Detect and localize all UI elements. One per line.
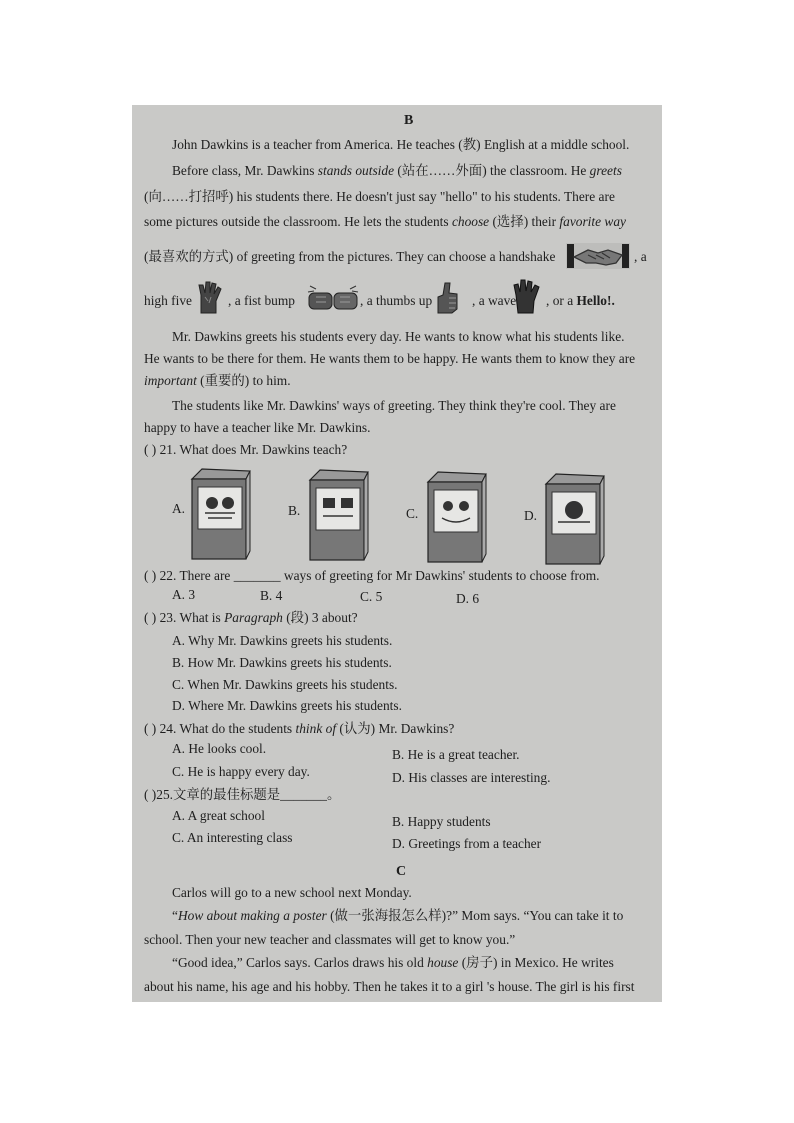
q24-option-d: D. His classes are interesting. <box>392 770 551 785</box>
q22-option-a: A. 3 <box>172 587 196 602</box>
book-d-icon <box>542 470 608 566</box>
q25-option-b: B. Happy students <box>392 814 491 829</box>
paragraph-2-line-3: some pictures outside the classroom. He lets the students choose (选择) their favorite way <box>144 214 626 229</box>
fist-bump-icon <box>306 283 360 313</box>
section-c-line-4: “Good idea,” Carlos says. Carlos draws his old house (房子) in Mexico. He writes <box>172 955 614 970</box>
q25-option-d: D. Greetings from a teacher <box>392 836 542 851</box>
fist-bump-label: , a fist bump <box>228 293 295 308</box>
scanned-page <box>132 105 662 1002</box>
q24-option-b: B. He is a great teacher. <box>392 747 520 762</box>
paragraph-4-line-2: happy to have a teacher like Mr. Dawkins. <box>144 420 371 435</box>
thumbs-up-label: , a thumbs up <box>360 293 433 308</box>
q23-option-d: D. Where Mr. Dawkins greets his students. <box>172 698 402 713</box>
q25-option-c: C. An interesting class <box>172 830 293 845</box>
book-c-icon <box>424 468 490 564</box>
q21-option-d-label: D. <box>524 508 538 523</box>
section-c-line-1: Carlos will go to a new school next Monday. <box>172 885 412 900</box>
handshake-icon <box>566 241 630 271</box>
question-21-stem: ( ) 21. What does Mr. Dawkins teach? <box>144 442 348 457</box>
book-b-icon <box>306 466 372 562</box>
q22-option-b: B. 4 <box>260 588 283 603</box>
paragraph-3-line-1: Mr. Dawkins greets his students every day. He wants to know what his students like. <box>172 329 625 344</box>
section-c-line-3: school. Then your new teacher and classmates will get to know you.” <box>144 932 516 947</box>
high-five-icon <box>196 279 224 315</box>
q23-option-a: A. Why Mr. Dawkins greets his students. <box>172 633 393 648</box>
q23-option-c: C. When Mr. Dawkins greets his students. <box>172 677 398 692</box>
thumbs-up-icon <box>432 279 460 315</box>
q25-option-a: A. A great school <box>172 808 265 823</box>
question-22-stem: ( ) 22. There are _______ ways of greeting for Mr Dawkins' students to choose from. <box>144 568 600 583</box>
q24-option-c: C. He is happy every day. <box>172 764 310 779</box>
q23-option-b: B. How Mr. Dawkins greets his students. <box>172 655 392 670</box>
paragraph-3-line-2: He wants to be there for them. He wants them to be happy. He wants them to know they are <box>144 351 636 366</box>
question-23-stem: ( ) 23. What is Paragraph (段) 3 about? <box>144 610 358 625</box>
q21-option-c-label: C. <box>406 506 419 521</box>
high-five-label: high five <box>144 293 192 308</box>
hello-label: , or a Hello!. <box>546 293 615 308</box>
question-25-stem: ( )25.文章的最佳标题是_______。 <box>144 787 341 802</box>
q22-option-c: C. 5 <box>360 589 383 604</box>
paragraph-4-line-1: The students like Mr. Dawkins' ways of greeting. They think they're cool. They are <box>172 398 616 413</box>
q21-option-a-label: A. <box>172 501 186 516</box>
paragraph-2-line-4-end: , a <box>634 249 647 264</box>
wave-icon <box>511 277 543 315</box>
paragraph-2-line-1: Before class, Mr. Dawkins stands outside (站在……外面) the classroom. He greets <box>172 163 622 178</box>
book-a-icon <box>188 465 254 561</box>
q21-option-b-label: B. <box>288 503 301 518</box>
q22-option-d: D. 6 <box>456 591 480 606</box>
q24-option-a: A. He looks cool. <box>172 741 267 756</box>
paragraph-3-line-3: important (重要的) to him. <box>144 373 291 388</box>
section-b-heading: B <box>404 113 414 128</box>
wave-label: , a wave <box>472 293 517 308</box>
question-24-stem: ( ) 24. What do the students think of (认为) Mr. Dawkins? <box>144 721 455 736</box>
section-c-line-5: about his name, his age and his hobby. Then he takes it to a girl 's house. The girl is his first <box>144 979 635 994</box>
paragraph-2-line-4: (最喜欢的方式) of greeting from the pictures. They can choose a handshake <box>144 249 556 264</box>
section-c-heading: C <box>396 864 407 879</box>
paragraph-2-line-2: (向……打招呼) his students there. He doesn't just say "hello" to his students. There are <box>144 189 615 204</box>
section-c-line-2: “How about making a poster (做一张海报怎么样)?” Mom says. “You can take it to <box>172 908 624 923</box>
paragraph-1: John Dawkins is a teacher from America. He teaches (教) English at a middle school. <box>172 137 630 152</box>
